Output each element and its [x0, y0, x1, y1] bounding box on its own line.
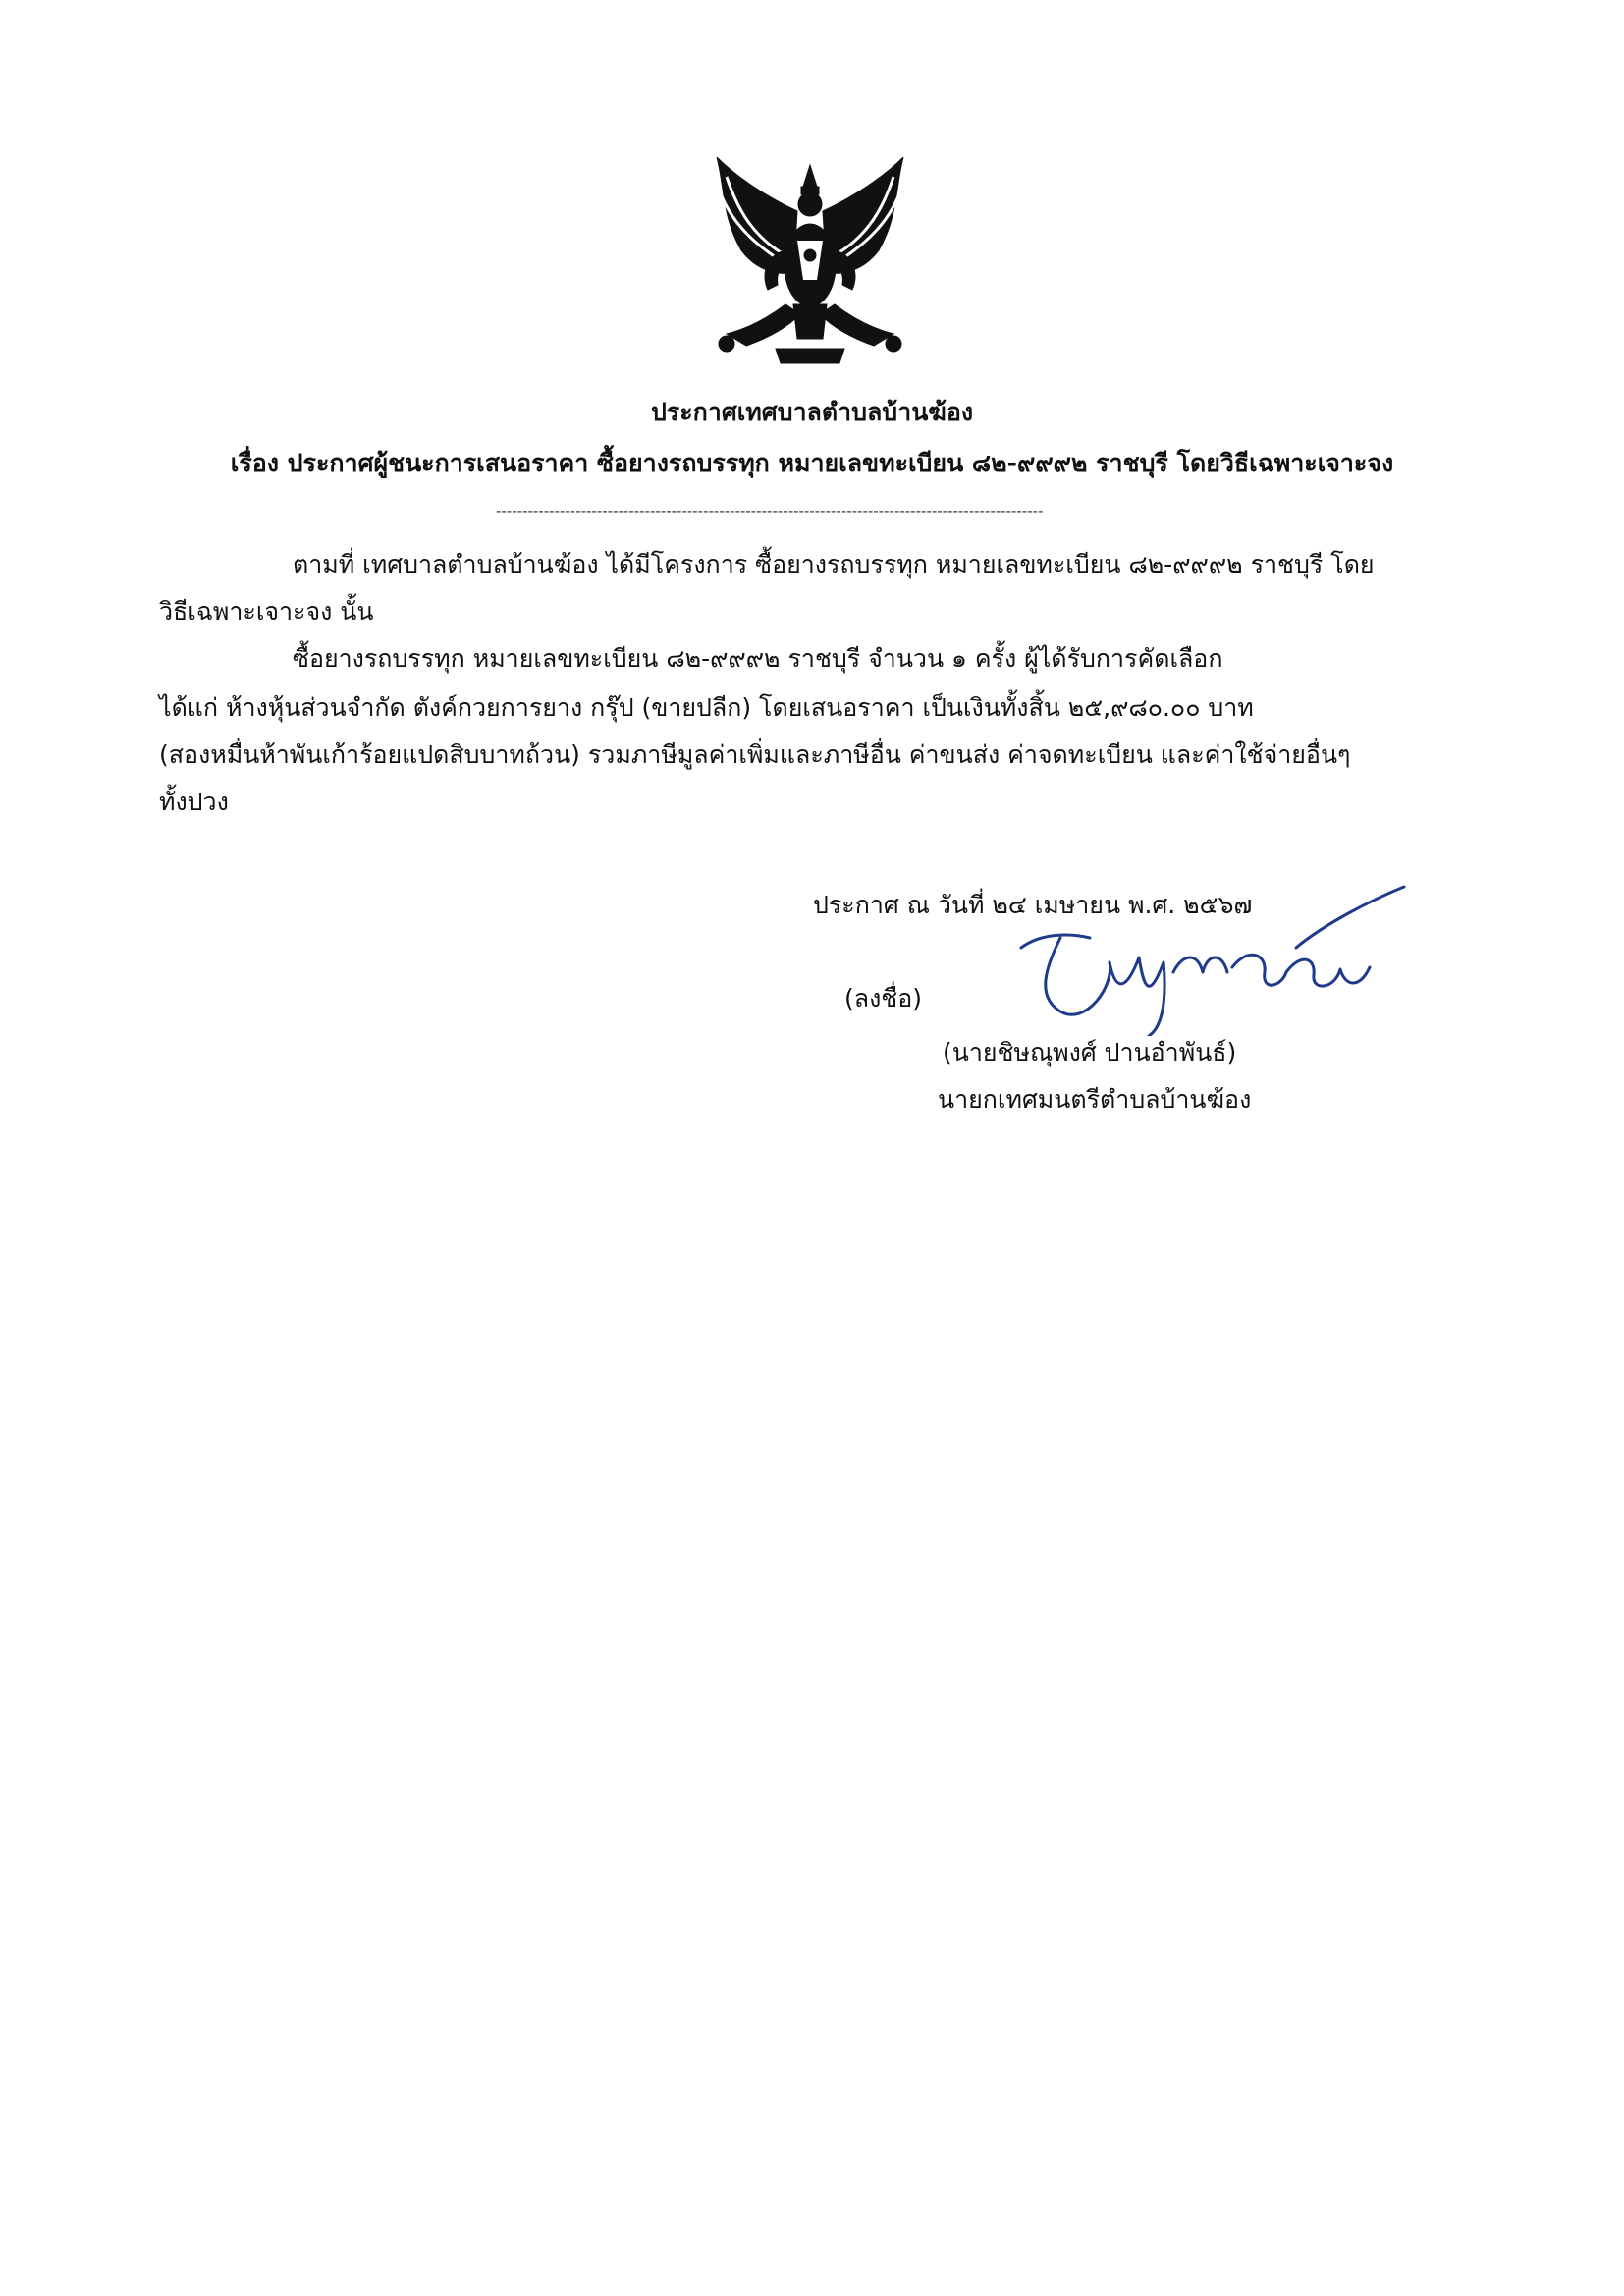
signer-name: (นายชิษณุพงศ์ ปานอำพันธ์) [943, 1038, 1237, 1066]
announcement-title: ประกาศเทศบาลตำบลบ้านฆ้อง [650, 398, 974, 426]
sign-label: (ลงชื่อ) [844, 984, 923, 1012]
announcement-date: ประกาศ ณ วันที่ ๒๔ เมษายน พ.ศ. ๒๕๖๗ [813, 891, 1253, 919]
garuda-emblem-icon [707, 157, 913, 368]
paragraph-2-line-2: ได้แก่ ห้างหุ้นส่วนจำกัด ตังค์กวยการยาง กรุ๊ป (ขายปลีก) โดยเสนอราคา เป็นเงินทั้งสิ้น ๒๕,๙๘๐.๐๐ บาท [159, 693, 1254, 722]
paragraph-2-line-4: ทั้งปวง [159, 788, 229, 816]
paragraph-1-line-1: ตามที่ เทศบาลตำบลบ้านฆ้อง ได้มีโครงการ ซื้อยางรถบรรทุก หมายเลขทะเบียน ๘๒-๙๙๙๒ ราชบุรี โดย [293, 550, 1375, 578]
title-separator: ------------------------------------------------------------------------------------------------------- [496, 502, 1044, 519]
handwritten-signature [1001, 879, 1414, 1036]
signer-position: นายกเทศมนตรีตำบลบ้านฆ้อง [938, 1085, 1252, 1114]
announcement-subject: เรื่อง ประกาศผู้ชนะการเสนอราคา ซื้อยางรถบรรทุก หมายเลขทะเบียน ๘๒-๙๙๙๒ ราชบุรี โดยวิธีเฉพาะเจาะจง [230, 449, 1394, 477]
paragraph-1-line-2: วิธีเฉพาะเจาะจง นั้น [159, 597, 374, 626]
paragraph-2-line-1: ซื้อยางรถบรรทุก หมายเลขทะเบียน ๘๒-๙๙๙๒ ราชบุรี จำนวน ๑ ครั้ง ผู้ได้รับการคัดเลือก [293, 644, 1223, 673]
paragraph-2-line-3: (สองหมื่นห้าพันเก้าร้อยแปดสิบบาทถ้วน) รวมภาษีมูลค่าเพิ่มและภาษีอื่น ค่าขนส่ง ค่าจดทะเบียน และค่าใช้จ่ายอื่นๆ [159, 740, 1351, 769]
